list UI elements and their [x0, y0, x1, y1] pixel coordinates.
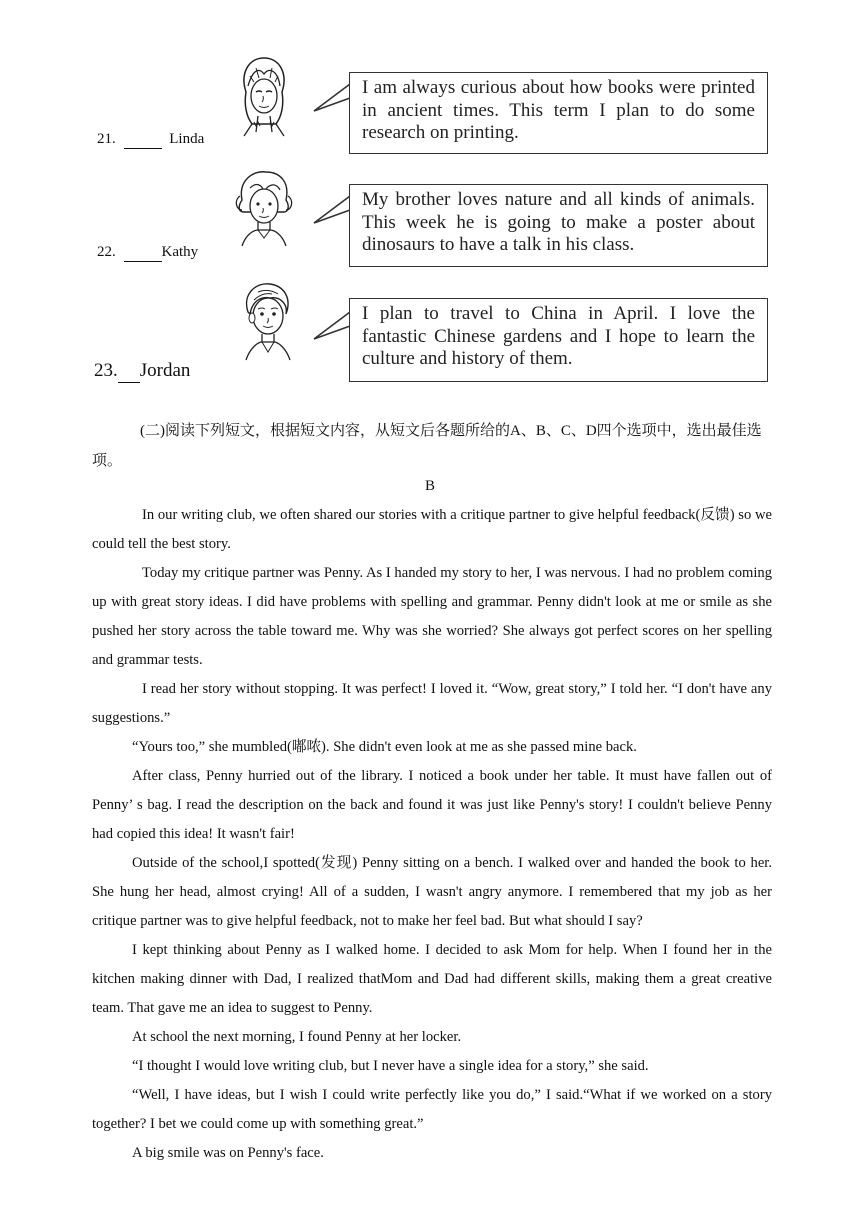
- question-number: 23.: [94, 360, 118, 381]
- section-instruction: (二)阅读下列短文，根据短文内容，从短文后各题所给的A、B、C、D四个选项中，选出最佳选项。: [92, 423, 762, 469]
- passage-paragraph: Outside of the school,I spotted(发现) Penny sitting on a bench. I walked over and handed the book to her. She hung her head, almost crying! All of a sudden, I wasn't angry anymore. I remembered that my job as her critique partner was to give helpful feedback, not to make her feel bad. But what should I say?: [92, 855, 772, 929]
- passage-paragraph: I kept thinking about Penny as I walked home. I decided to ask Mom for help. When I found her in the kitchen making dinner with Dad, I realized thatMom and Dad had different skills, making them a great creative team. That gave me an idea to suggest to Penny.: [92, 942, 772, 1016]
- person-name: Jordan: [139, 360, 191, 381]
- linda-speech-bubble: [312, 72, 768, 154]
- answer-blank[interactable]: [124, 244, 162, 262]
- passage-paragraph: After class, Penny hurried out of the library. I noticed a book under her table. It must have fallen out of Penny’ s bag. I read the description on the back and found it was just like Penny's story! I couldn't believe Penny had copied this idea! It wasn't fair!: [92, 768, 772, 842]
- passage-paragraph: Today my critique partner was Penny. As I handed my story to her, I was nervous. I had no problem coming up with great story ideas. I did have problems with spelling and grammar. Penny didn't look at me or smile as she pushed her story across the table toward me. Why was she worried? She always got perfect scores on her spelling and grammar tests.: [92, 565, 772, 668]
- speech-tail-icon: [312, 82, 352, 112]
- speech-tail-icon: [312, 310, 352, 340]
- question-number: 21.: [97, 131, 116, 147]
- answer-blank[interactable]: [118, 360, 140, 383]
- passage-paragraph: “Yours too,” she mumbled(嘟哝). She didn't even look at me as she passed mine back.: [132, 739, 637, 755]
- speech-tail-icon: [312, 194, 352, 224]
- linda-portrait-icon: [232, 52, 296, 140]
- speech-text: I plan to travel to China in April. I love the fantastic Chinese gardens and I hope to learn the culture and history of them.: [349, 298, 768, 382]
- reading-passage: [92, 501, 772, 1168]
- jordan-portrait-icon: [234, 278, 298, 366]
- kathy-portrait-icon: [232, 166, 296, 254]
- passage-paragraph: At school the next morning, I found Penny at her locker.: [132, 1029, 462, 1045]
- question-22-label: [97, 244, 198, 262]
- answer-blank[interactable]: [124, 131, 162, 149]
- jordan-speech-bubble: [312, 298, 768, 382]
- passage-paragraph: In our writing club, we often shared our stories with a critique partner to give helpful feedback(反馈) so we could tell the best story.: [92, 507, 772, 552]
- question-21-label: [97, 131, 204, 149]
- speech-text: I am always curious about how books were printed in ancient times. This term I plan to do some research on printing.: [349, 72, 768, 154]
- person-name: Kathy: [161, 244, 199, 260]
- passage-label: B: [424, 478, 435, 494]
- passage-paragraph: I read her story without stopping. It was perfect! I loved it. “Wow, great story,” I told her. “I don't have any suggestions.”: [92, 681, 772, 726]
- kathy-speech-bubble: [312, 184, 768, 267]
- question-23-label: [94, 360, 190, 383]
- passage-paragraph: A big smile was on Penny's face.: [132, 1145, 324, 1161]
- person-name: Linda: [169, 131, 205, 147]
- speech-text: My brother loves nature and all kinds of animals. This week he is going to make a poster about dinosaurs to have a talk in his class.: [349, 184, 768, 267]
- passage-paragraph: “I thought I would love writing club, but I never have a single idea for a story,” she said.: [132, 1058, 649, 1074]
- passage-paragraph: “Well, I have ideas, but I wish I could write perfectly like you do,” I said.“What if we worked on a story together? I bet we could come up with something great.”: [92, 1087, 772, 1132]
- question-number: 22.: [97, 244, 116, 260]
